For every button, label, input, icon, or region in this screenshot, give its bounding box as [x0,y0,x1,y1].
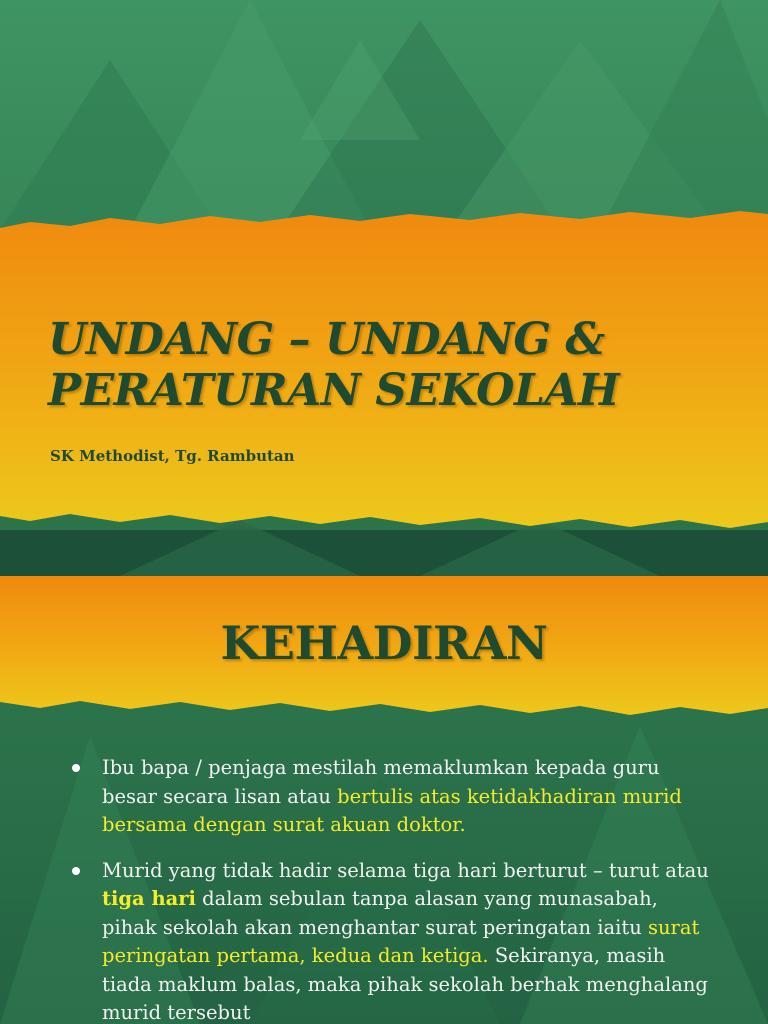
list-item [70,754,710,840]
content-slide [0,576,768,1024]
slide-title [48,314,748,416]
highlighted-text: surat peringatan pertama, kedua dan ketiga. [102,915,700,967]
bullet-dot-icon [72,867,80,875]
bullet-list [70,754,710,1024]
bullet-text: Murid yang tidak hadir selama tiga hari berturut – turut atau [102,858,709,882]
bullet-dot-icon [72,764,80,772]
highlighted-text: bertulis atas ketidakhadiran murid bersama dengan surat akuan doktor. [102,784,682,836]
bullet-text: Sekiranya, masih tiada maklum balas, maka pihak sekolah berhak menghalang murid tersebut [102,944,708,1024]
slide-subtitle: SK Methodist, Tg. Rambutan [50,447,295,465]
bullet-text: dalam sebulan tanpa alasan yang munasabah, pihak sekolah akan menghantar surat peringatan iaitu [102,887,658,939]
bold-highlighted-text: tiga hari [102,887,196,910]
bullet-text: Ibu bapa / penjaga mestilah memaklumkan kepada guru besar secara lisan atau [102,756,660,808]
title-line-1: UNDANG – UNDANG & [48,314,605,365]
section-title: KEHADIRAN [220,616,548,670]
title-line-2: PERATURAN SEKOLAH [48,365,620,416]
list-item [70,857,710,1024]
